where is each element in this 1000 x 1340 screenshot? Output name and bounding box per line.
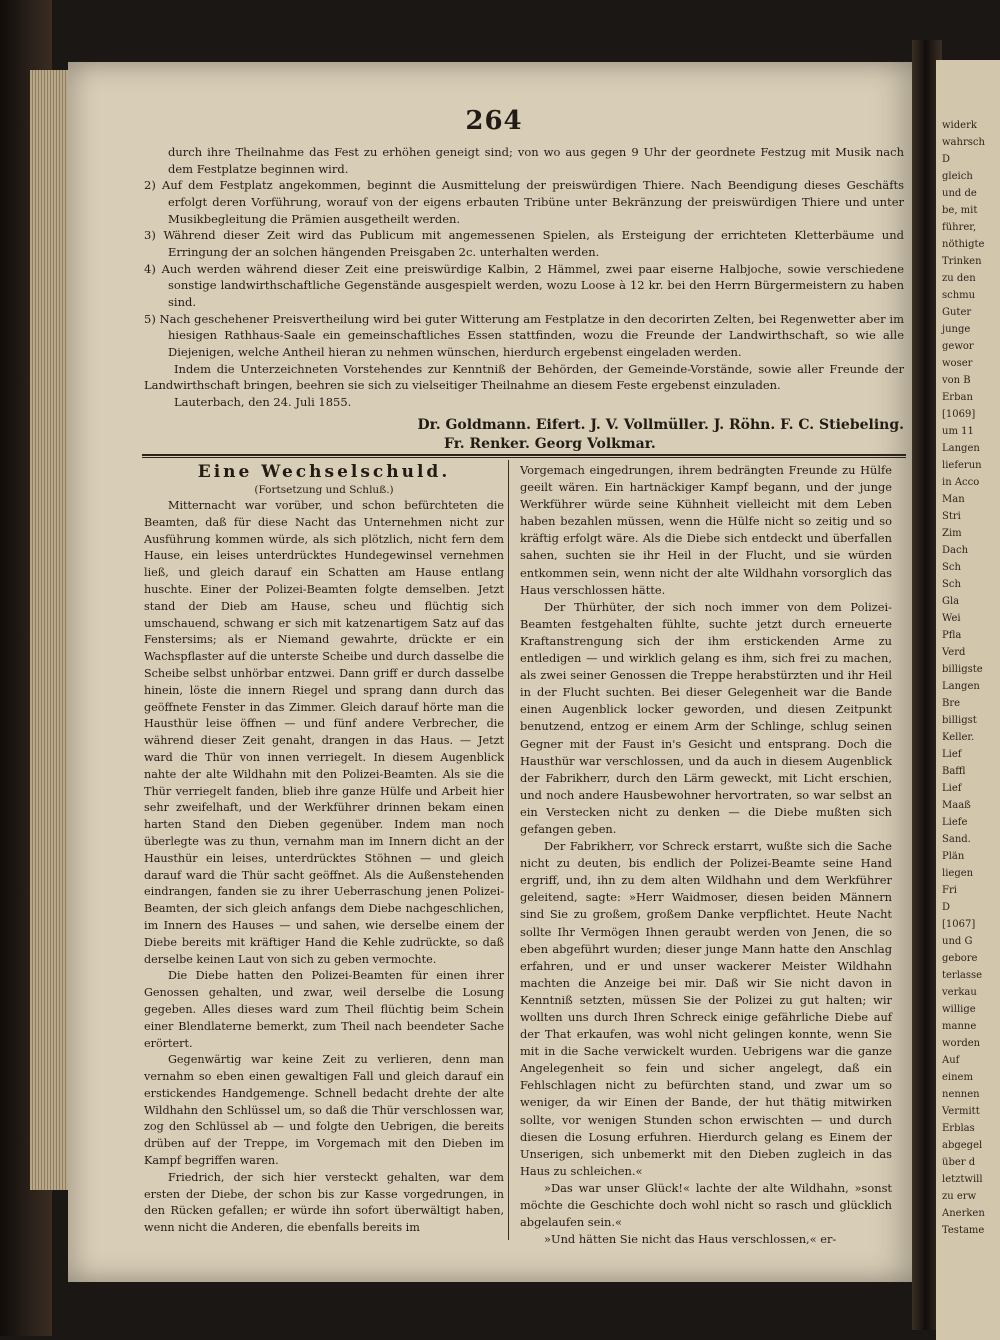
adjacent-page-word: Guter xyxy=(942,307,972,318)
section-divider xyxy=(142,454,906,456)
adjacent-page-word: führer, xyxy=(942,222,977,233)
adjacent-page-word: verkau xyxy=(942,987,977,998)
story-right-column xyxy=(520,462,892,1248)
adjacent-page-word: nennen xyxy=(942,1089,980,1100)
adjacent-page-word: willige xyxy=(942,1004,976,1015)
adjacent-page-word: Erban xyxy=(942,392,973,403)
story-paragraph: Gegenwärtig war keine Zeit zu verlieren, denn man vernahm so eben einen gewaltigen Fall und gleich darauf ein erstickendes Handgemenge. Schnell bedacht drehte der alte Wildhahn den Schlüssel um, so daß die Thür verschlossen war, zog den Schlüssel ab — und folgte den Uebrigen, die bereits drüben auf der Treppe, im Vorgemach mit den Dieben im Kampf begriffen waren. xyxy=(144,1053,504,1168)
story-paragraph: Der Fabrikherr, vor Schreck erstarrt, wußte sich die Sache nicht zu deuten, bis endlich der Polizei-Beamte seine Hand ergriff, und, ihn zu dem alten Wildhahn und dem Werkführer geleitend, sagte: »Herr Waidmoser, diesen beiden Männern sind Sie zu großem, großem Danke verpflichtet. Heute Nacht sollte Ihr Vermögen Ihnen geraubt werden von Jenen, die so eben abgeführt wurden; dieser junge Mann hatte den Anschlag erfahren, und er und unser wackerer Meister Wildhahn machten die Anzeige bei mir. Daß wir Sie nicht davon in Kenntniß setzten, müssen Sie der Polizei zu gut halten; wir wollten uns durch Ihren Schreck einige gefährliche Diebe auf der That erkaufen, was wohl nicht gelingen konnte, wenn Sie mit in die Sache verwickelt wurden. Uebrigens war die ganze Angelegenheit so fein und sicher angelegt, daß ein Fehlschlagen nicht zu befürchten stand, und zwar um so weniger, da wir Einen der Bande, der hut thätig mitwirken sollte, vor wenigen Stunden schon erwischten — und durch diesen die Losung erfuhren. Hierdurch gelang es Einem der Unserigen, sich unbemerkt mit den Dieben zugleich in das Haus zu schleichen.« xyxy=(520,839,892,1178)
adjacent-page-word: Sch xyxy=(942,562,961,573)
adjacent-page-word: gebore xyxy=(942,953,978,964)
adjacent-page-word: Pfla xyxy=(942,630,962,641)
adjacent-page-word: Liefe xyxy=(942,817,968,828)
story-paragraph: »Und hätten Sie nicht das Haus verschlossen,« er- xyxy=(544,1232,837,1247)
adjacent-page-word: einem xyxy=(942,1072,973,1083)
story-subtitle: (Fortsetzung und Schluß.) xyxy=(254,484,394,496)
story-paragraph: »Das war unser Glück!« lachte der alte Wildhahn, »sonst möchte die Geschichte doch wohl nicht so rasch und glücklich abgelaufen sein.« xyxy=(520,1180,892,1230)
adjacent-page-word: be, mit xyxy=(942,205,978,216)
section-divider-thin xyxy=(142,457,906,458)
adjacent-page-word: Zim xyxy=(942,528,962,539)
adjacent-page-word: Man xyxy=(942,494,965,505)
adjacent-page-word: Vermitt xyxy=(942,1106,980,1117)
adjacent-page-word: Sch xyxy=(942,579,961,590)
announcement-item-5: 5) Nach geschehener Preisvertheilung wird bei guter Witterung am Festplatze in den decorirten Zelten, bei Regenwetter aber im hiesigen Rathhaus-Saale ein gemeinschaftliches Essen stattfinden, wozu die Freunde der Landwirthschaft, so wie alle Diejenigen, welche Antheil hieran zu nehmen wünschen, hierdurch ergebenst eingeladen werden. xyxy=(144,311,904,360)
adjacent-page-word: junge xyxy=(942,324,971,335)
adjacent-page-word: abgegel xyxy=(942,1140,983,1151)
adjacent-page-word: Fri xyxy=(942,885,957,896)
adjacent-page-word: um 11 xyxy=(942,426,974,437)
adjacent-page-word: billigste xyxy=(942,664,983,675)
adjacent-page-fragment xyxy=(936,60,1000,1340)
adjacent-page-word: über d xyxy=(942,1157,976,1168)
announcement-item-4: 4) Auch werden während dieser Zeit eine preiswürdige Kalbin, 2 Hämmel, zwei paar eiserne Halbjoche, sowie verschiedene sonstige landwirthschaftliche Gegenstände ausgespielt werden, wozu Loose à 12 kr. bei den Herrn Bürgermeistern zu haben sind. xyxy=(144,261,904,310)
book-page xyxy=(68,62,920,1282)
adjacent-page-word: D xyxy=(942,902,951,913)
adjacent-page-word: Auf xyxy=(942,1055,960,1066)
adjacent-page-word: D xyxy=(942,154,951,165)
adjacent-page-word: Stri xyxy=(942,511,961,522)
adjacent-page-word: worden xyxy=(942,1038,981,1049)
adjacent-page-word: Lief xyxy=(942,749,962,760)
place-and-date: Lauterbach, den 24. Juli 1855. xyxy=(174,395,352,410)
adjacent-page-word: letztwill xyxy=(942,1174,983,1185)
adjacent-page-word: Bre xyxy=(942,698,961,709)
signature-line-2: Fr. Renker. Georg Volkmar. xyxy=(444,436,656,452)
adjacent-page-word: Anerken xyxy=(942,1208,985,1219)
adjacent-page-word: Verd xyxy=(942,647,966,658)
adjacent-page-word: widerk xyxy=(942,120,977,131)
adjacent-page-word: Gla xyxy=(942,596,960,607)
adjacent-page-word: billigst xyxy=(942,715,977,726)
adjacent-page-word: wahrsch xyxy=(942,137,985,148)
story-paragraph: Der Thürhüter, der sich noch immer von dem Polizei-Beamten festgehalten fühlte, suchte jetzt durch erneuerte Kraftanstrengung sich der ihm erstickenden Arme zu entledigen — und wirklich gelang es ihm, sich frei zu machen, als zwei seiner Genossen die Treppe herabstürzten und ihr Heil in der Flucht suchten. Bei dieser Gelegenheit war die Bande einen Augenblick locker geworden, und diesen Zeitpunkt benutzend, entzog er einem Arm der Schlinge, schlug seinen Gegner mit der Faust in's Gesicht und entsprang. Doch die Hausthür war verschlossen, und da auch in diesem Augenblick der Fabrikherr, durch den Lärm geweckt, mit Licht erschien, und noch andere Hausbewohner hervortraten, so war selbst an ein Verstecken nicht zu denken — die Diebe mußten sich gefangen geben. xyxy=(520,599,892,836)
page-number: 264 xyxy=(465,106,523,136)
story-paragraph: Friedrich, der sich hier versteckt gehalten, war dem ersten der Diebe, der schon bis zur Kasse vorgedrungen, in den Rücken gefallen; er würde ihn sofort überwältigt haben, wenn nicht die Anderen, die ebenfalls bereits im xyxy=(144,1170,504,1235)
adjacent-page-word: Langen xyxy=(942,443,980,454)
signature-line-1: Dr. Goldmann. Eifert. J. V. Vollmüller. J. Röhn. F. C. Stiebeling. xyxy=(417,417,904,433)
adjacent-page-word: Baffl xyxy=(942,766,966,777)
adjacent-page-word: und de xyxy=(942,188,977,199)
adjacent-page-word: Lief xyxy=(942,783,962,794)
story-title: Eine Wechselschuld. xyxy=(197,462,451,482)
adjacent-page-word: Erblas xyxy=(942,1123,975,1134)
announcement-item-2: 2) Auf dem Festplatz angekommen, beginnt die Ausmittelung der preiswürdigen Thiere. Nach Beendigung dieses Geschäfts erfolgt deren Vorführung, worauf von der eigens erbauten Tribüne unter Bekränzung der preiswürdigen Thiere und unter Musikbegleitung die Prämien ausgetheilt werden. xyxy=(144,178,904,226)
adjacent-page-word: Keller. xyxy=(942,732,975,743)
adjacent-page-word: liegen xyxy=(942,868,974,879)
adjacent-page-word: Langen xyxy=(942,681,980,692)
adjacent-page-word: woser xyxy=(942,358,973,369)
adjacent-page-word: Trinken xyxy=(942,256,982,267)
adjacent-page-word: Testame xyxy=(942,1225,985,1236)
adjacent-page-word: zu erw xyxy=(942,1191,977,1202)
signatures xyxy=(284,416,904,454)
story-left-column xyxy=(144,462,504,1237)
adjacent-page-word: gleich xyxy=(942,171,973,182)
column-divider xyxy=(508,460,509,1240)
story-paragraph: Mitternacht war vorüber, und schon befürchteten die Beamten, daß für diese Nacht das Unternehmen nicht zur Ausführung kommen würde, als sich plötzlich, nicht fern dem Hause, ein leises unterdrücktes Hundegewinsel vernehmen ließ, und gleich darauf ein Schatten am Hause entlang huschte. Einer der Polizei-Beamten folgte demselben. Jetzt stand der Dieb am Hause, scheu und flüchtig sich umschauend, schwang er sich mit katzenartigem Satz auf das Fenstersims; als er Niemand gewahrte, drückte er ein Wachspflaster auf die unterste Scheibe und durch dasselbe die Scheibe selbst unhörbar entzwei. Dann griff er durch dasselbe hinein, löste die innern Riegel und sprang dann durch das geöffnete Fenster in das Zimmer. Gleich darauf hörte man die Hausthür leise öffnen — und fünf andere Verbrecher, die während dieser Zeit genaht, drangen in das Haus. — Jetzt ward die Thür von innen verriegelt. In diesem Augenblick nahte der alte Wildhahn mit den Polizei-Beamten. Als sie die Thür verriegelt fanden, blieb ihre ganze Hülfe und Arbeit hier sehr zweifelhaft, und der Werkführer drinnen bekam einen harten Stand den Dieben gegenüber. Indem man noch überlegte was zu thun, vernahm man im Innern dicht an der Hausthür ein leises, unterdrücktes Stöhnen — und gleich darauf ward die Thür sacht geöffnet. Als die Außenstehenden eindrangen, fanden sie zu ihrer Ueberraschung jenen Polizei-Beamten, der sich gleich anfangs dem Diebe nachgeschlichen, im Innern des Hauses — und sahen, wie derselbe einem der Diebe bereits mit kräftiger Hand die Kehle zudrückte, so daß derselbe keinen Laut von sich zu geben vermochte. xyxy=(144,499,504,966)
announcement-list xyxy=(144,144,904,411)
adjacent-page-word: Plän xyxy=(942,851,965,862)
adjacent-page-word: Dach xyxy=(942,545,969,556)
announcement-item-3: 3) Während dieser Zeit wird das Publicum mit angemessenen Spielen, als Ersteigung der errichteten Kletterbäume und Erringung der an solchen hängenden Preisgaben 2c. unterhalten werden. xyxy=(144,228,904,260)
adjacent-page-word: [1067] xyxy=(942,919,976,930)
adjacent-page-word: Maaß xyxy=(942,800,971,811)
page-edges xyxy=(30,70,70,1190)
adjacent-page-word: von B xyxy=(942,375,971,386)
story-paragraph: Vorgemach eingedrungen, ihrem bedrängten Freunde zu Hülfe geeilt wären. Ein hartnäckiger Kampf begann, und der junge Werkführer würde seine Kühnheit vielleicht mit dem Leben haben bezahlen müssen, wenn die Hülfe nicht so zeitig und so kräftig erfolgt wäre. Als die Diebe sich entdeckt und überfallen sahen, suchten sie ihr Heil in der Flucht, und sie würden entkommen sein, wenn nicht der alte Wildhahn vorsorglich das Haus verschlossen hätte. xyxy=(520,463,892,597)
adjacent-page-word: lieferun xyxy=(942,460,982,471)
adjacent-page-word: gewor xyxy=(942,341,974,352)
announcement-item-1-continued: durch ihre Theilnahme das Fest zu erhöhen geneigt sind; von wo aus gegen 9 Uhr der geordnete Festzug mit Musik nach dem Festplatze beginnen wird. xyxy=(168,145,904,176)
adjacent-page-word: Wei xyxy=(942,613,961,624)
adjacent-page-word: [1069] xyxy=(942,409,976,420)
announcement-closing: Indem die Unterzeichneten Vorstehendes zur Kenntniß der Behörden, der Gemeinde-Vorstände, sowie aller Freunde der Landwirthschaft bringen, beehren sie sich zu vielseitiger Theilnahme an diesem Feste ergebenst einzuladen. xyxy=(144,361,904,393)
adjacent-page-word: manne xyxy=(942,1021,977,1032)
adjacent-page-word: terlasse xyxy=(942,970,983,981)
story-paragraph: Die Diebe hatten den Polizei-Beamten für einen ihrer Genossen gehalten, und zwar, weil derselbe die Losung gegeben. Alles dieses ward zum Theil flüchtig beim Schein einer Blendlaterne bemerkt, zum Theil nach beendeter Sache erörtert. xyxy=(144,969,504,1050)
adjacent-page-word: nöthigte xyxy=(942,239,985,250)
adjacent-page-word: zu den xyxy=(942,273,976,284)
adjacent-page-word: schmu xyxy=(942,290,976,301)
adjacent-page-word: Sand. xyxy=(942,834,971,845)
adjacent-page-word: und G xyxy=(942,936,973,947)
adjacent-page-word: in Acco xyxy=(942,477,980,488)
